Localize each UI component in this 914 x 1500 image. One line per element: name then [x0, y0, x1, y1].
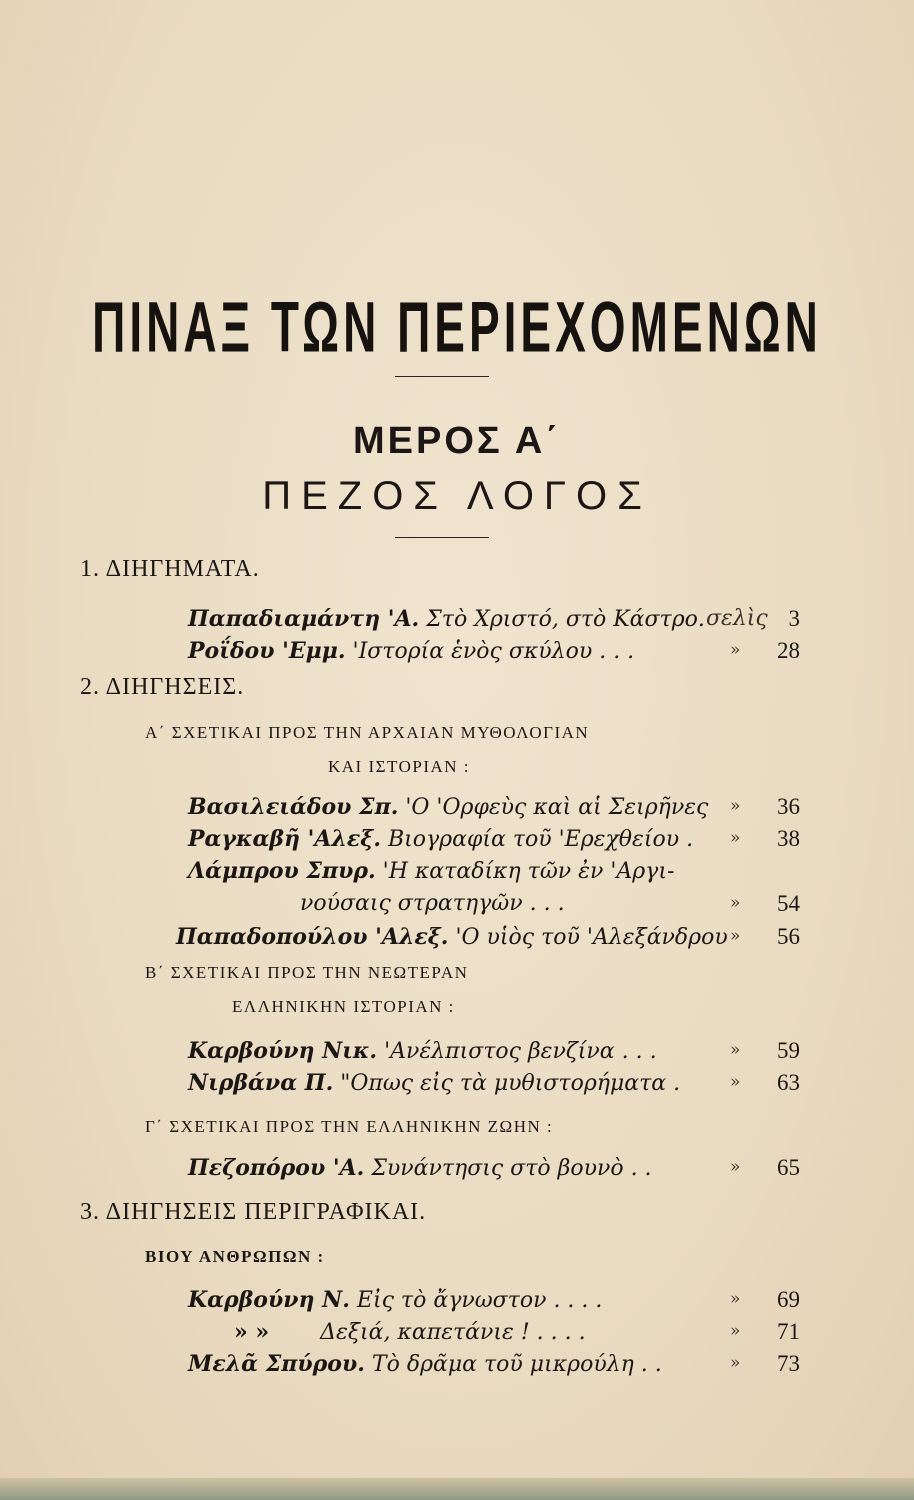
part-heading: ΜΕΡΟΣ Α΄: [353, 420, 561, 462]
toc-entry[interactable]: [176, 924, 800, 954]
part-divider: [395, 537, 489, 538]
toc-entry[interactable]: [188, 606, 800, 636]
entry-author-ditto: » »: [234, 1319, 270, 1345]
toc-entry[interactable]: [188, 1070, 800, 1100]
entry-title: "Οπως εἰς τὰ μυθιστορήματα .: [340, 1071, 681, 1096]
entry-title: 'Ανέλπιστος βενζίνα . . .: [384, 1039, 657, 1064]
ditto-mark: »: [730, 1040, 741, 1060]
toc-entry[interactable]: [188, 858, 800, 888]
subpart-heading: ΠΕΖΟΣ ΛΟΓΟΣ: [262, 474, 652, 518]
ditto-mark: »: [730, 1072, 741, 1092]
section-heading: 1. ΔΙΗΓΗΜΑΤΑ.: [80, 556, 260, 582]
title-divider: [395, 376, 489, 377]
page-title: ΠΙΝΑΞ ΤΩΝ ΠΕΡΙΕΧΟΜΕΝΩΝ: [92, 286, 822, 368]
entry-title: 'Ιστορία ἑνὸς σκύλου . . .: [352, 639, 635, 664]
entry-title: 'Ο 'Ορφεὺς καὶ αἱ Σειρῆνες: [405, 795, 709, 820]
toc-entry[interactable]: [188, 1319, 800, 1349]
subsection-heading: Γ΄ ΣΧΕΤΙΚΑΙ ΠΡΟΣ ΤΗΝ ΕΛΛΗΝΙΚΗΝ ΖΩΗΝ :: [145, 1117, 554, 1136]
ditto-mark: »: [730, 893, 741, 913]
ditto-mark: »: [730, 828, 741, 848]
ditto-mark: »: [730, 1289, 741, 1309]
entry-page-number: 38: [777, 826, 800, 851]
page-bottom-edge: [0, 1478, 914, 1500]
ditto-mark: »: [730, 640, 741, 660]
ditto-mark: »: [730, 1353, 741, 1373]
entry-page-number: 63: [777, 1070, 800, 1095]
entry-title: Βιογραφία τοῦ 'Ερεχθείου .: [387, 827, 694, 852]
entry-page-number: 65: [777, 1155, 800, 1180]
entry-author: Καρβούνη Νικ.: [188, 1038, 378, 1064]
entry-page-number: 36: [777, 794, 800, 819]
entry-title: Εἰς τὸ ἄγνωστον . . . .: [356, 1288, 603, 1313]
entry-author: Παπαδοπούλου 'Αλεξ.: [176, 924, 449, 950]
toc-entry[interactable]: [188, 826, 800, 856]
toc-entry[interactable]: [188, 1038, 800, 1068]
ditto-mark: »: [730, 1321, 741, 1341]
subsection-heading-cont: ΕΛΛΗΝΙΚΗΝ ΙΣΤΟΡΙΑΝ :: [232, 997, 455, 1016]
entry-author: Καρβούνη Ν.: [188, 1287, 350, 1313]
entry-page-number: 28: [777, 638, 800, 663]
subsection-heading-cont: ΚΑΙ ΙΣΤΟΡΙΑΝ :: [328, 757, 471, 776]
toc-entry-continuation[interactable]: [300, 891, 800, 921]
entry-title: Συνάντησις στὸ βουνὸ . .: [371, 1156, 652, 1181]
toc-entry[interactable]: [188, 638, 800, 668]
subsection-heading: Α΄ ΣΧΕΤΙΚΑΙ ΠΡΟΣ ΤΗΝ ΑΡΧΑΙΑΝ ΜΥΘΟΛΟΓΙΑΝ: [145, 723, 590, 742]
entry-page-number: 54: [777, 891, 800, 916]
entry-author: Παπαδιαμάντη 'Α.: [188, 606, 420, 632]
entry-title: Στὸ Χριστό, στὸ Κάστρο.: [426, 607, 705, 632]
subsection-heading: Β΄ ΣΧΕΤΙΚΑΙ ΠΡΟΣ ΤΗΝ ΝΕΩΤΕΡΑΝ: [145, 963, 469, 982]
toc-entry[interactable]: [188, 1155, 800, 1185]
entry-title: 'Η καταδίκη τῶν ἐν 'Αργι-: [382, 859, 675, 884]
section-heading: 3. ΔΙΗΓΗΣΕΙΣ ΠΕΡΙΓΡΑΦΙΚΑΙ.: [80, 1199, 427, 1225]
ditto-mark: »: [730, 796, 741, 816]
toc-entry[interactable]: [188, 794, 800, 824]
ditto-mark: »: [730, 1157, 741, 1177]
entry-author: Νιρβάνα Π.: [188, 1070, 334, 1096]
entry-title: Δεξιά, καπετάνιε ! . . . .: [320, 1320, 586, 1345]
entry-author: Λάμπρου Σπυρ.: [188, 858, 376, 884]
entry-page-number: 71: [777, 1319, 800, 1344]
entry-author: Ροΐδου 'Εμμ.: [188, 638, 346, 664]
entry-page-number: 73: [777, 1351, 800, 1376]
entry-title: 'Ο υἱὸς τοῦ 'Αλεξάνδρου: [455, 925, 728, 950]
section-heading: 2. ΔΙΗΓΗΣΕΙΣ.: [80, 674, 245, 700]
entry-author: Πεζοπόρου 'Α.: [188, 1155, 365, 1181]
ditto-mark: »: [730, 926, 741, 946]
entry-title: νούσαις στρατηγῶν . . .: [300, 891, 565, 916]
entry-title: Τὸ δρᾶμα τοῦ μικρούλη . .: [371, 1352, 662, 1377]
entry-page-number: 56: [777, 924, 800, 949]
toc-entry[interactable]: [188, 1351, 800, 1381]
entry-page-number: 69: [777, 1287, 800, 1312]
entry-page-number: 3: [788, 606, 800, 631]
toc-entry[interactable]: [188, 1287, 800, 1317]
entry-author: Βασιλειάδου Σπ.: [188, 794, 399, 820]
entry-author: Μελᾶ Σπύρου.: [188, 1351, 365, 1377]
entry-page-label: σελὶς: [706, 606, 768, 631]
subsection-heading: ΒΙΟΥ ΑΝΘΡΩΠΩΝ :: [145, 1247, 325, 1266]
entry-page-number: 59: [777, 1038, 800, 1063]
entry-author: Ραγκαβῆ 'Αλεξ.: [188, 826, 381, 852]
